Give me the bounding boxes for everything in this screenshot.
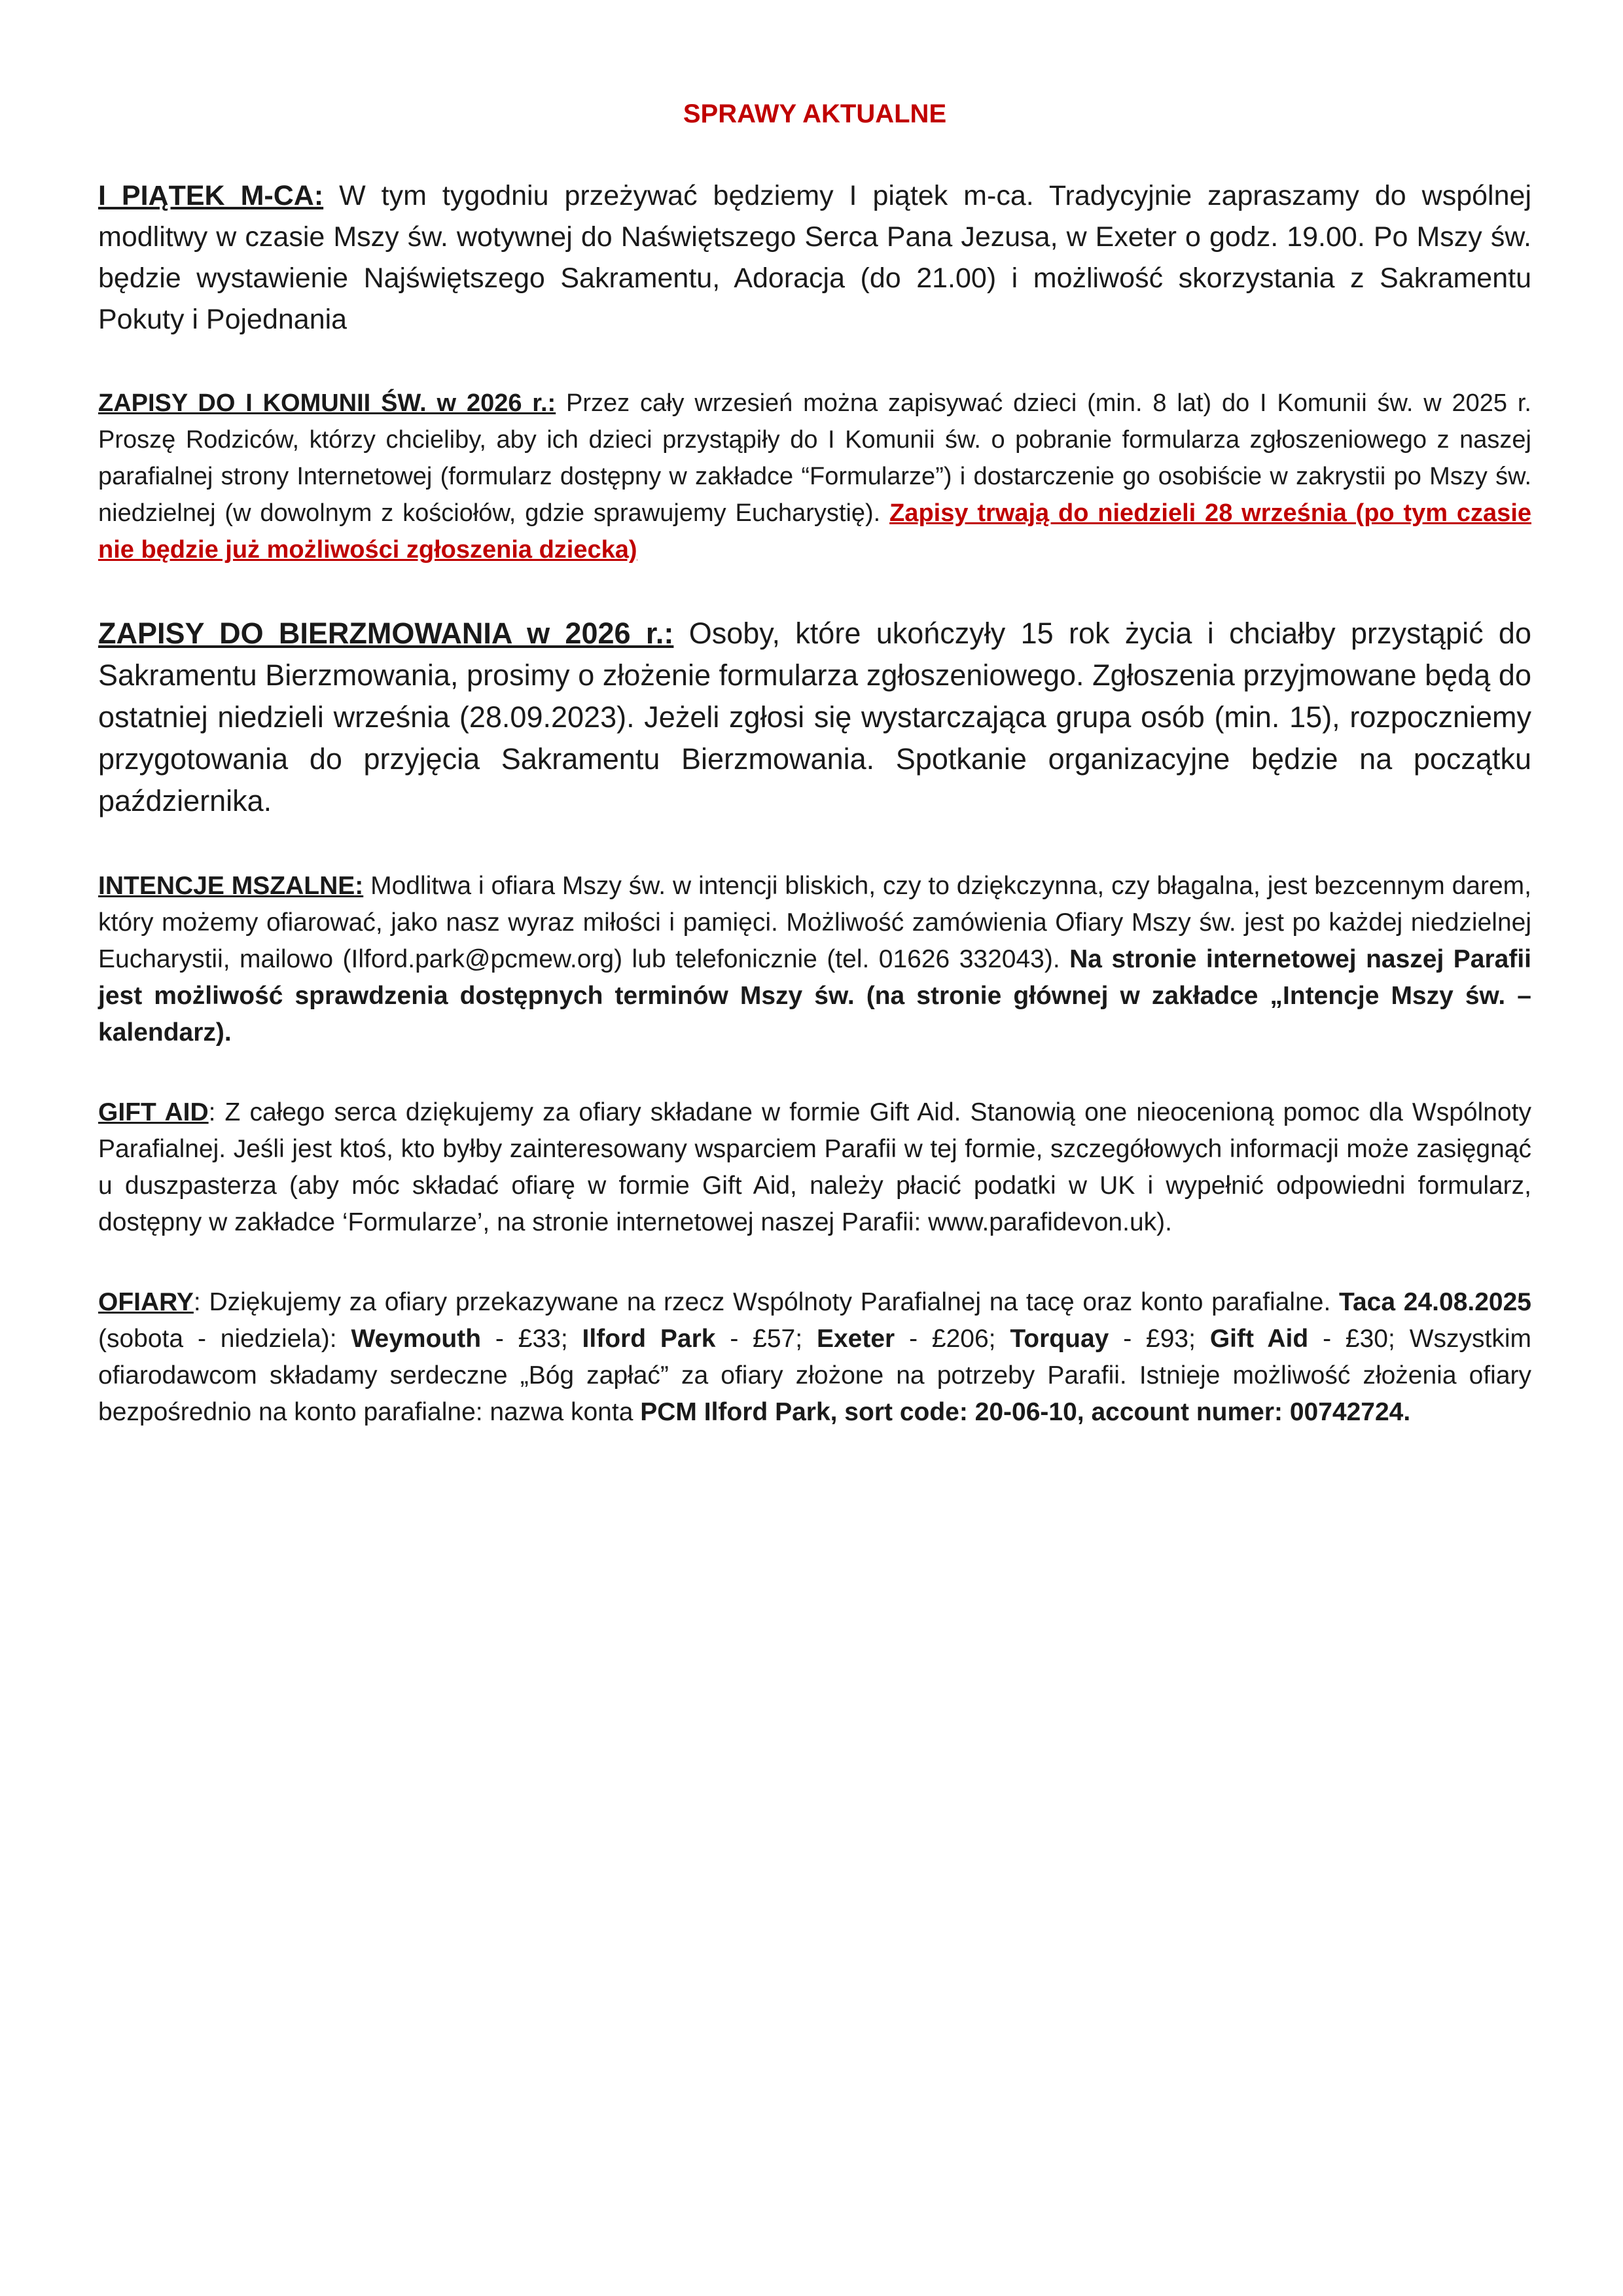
section-heading: GIFT AID [98, 1098, 209, 1126]
section-offerings [98, 1284, 1531, 1431]
section-gift-aid [98, 1094, 1531, 1241]
section-text: Osoby, które ukończyły 15 rok życia i chciałby przystąpić do Sakramentu Bierzmowania, prosimy o złożenie formularza zgłoszeniowego. Zgłoszenia przyjmowane będą do ostatniej niedzieli września (28.09.2023). Jeżeli zgłosi się wystarczająca grupa osób (min. 15), rozpoczniemy przygotowania do przyjęcia Sakramentu Bierzmowania. Spotkanie organizacyjne będzie na początku października. [98, 617, 1531, 817]
section-text: Przez cały wrzesień można zapisywać dzieci (min. 8 lat) do I Komunii św. w 2025 r. Proszę Rodziców, którzy chcieliby, aby ich dzieci przystąpiły do I Komunii św. o pobranie formularza zgłoszeniowego z naszej parafialnej strony Internetowej (formularz dostępny w zakładce “Formularze”) i dostarczenie go osobiście w zakrystii po Mszy św. niedzielnej (w dowolnym z kościołów, gdzie sprawujemy Eucharystię). [98, 389, 1531, 527]
ilford-amount: - £57; [715, 1325, 817, 1353]
section-heading: INTENCJE MSZALNE: [98, 872, 364, 900]
calendar-notice: Na stronie internetowej naszej Parafii jest możliwość sprawdzenia dostępnych terminów Mszy św. (na stronie głównej w zakładce „Intencje Mszy św. – kalendarz). [98, 945, 1531, 1047]
giftaid-label: Gift Aid [1209, 1325, 1309, 1353]
deadline-notice: Zapisy trwają do niedzieli 28 września (po tym czasie nie będzie już możliwości zgłoszenia dziecka) [98, 499, 1532, 564]
section-text: : Z całego serca dziękujemy za ofiary składane w formie Gift Aid. Stanowią one nieocenioną pomoc dla Wspólnoty Parafialnej. Jeśli jest ktoś, kto byłby zainteresowany wsparciem Parafii w tej formie, szczegółowych informacji może zasięgnąć u duszpasterza (aby móc składać ofiarę w formie Gift Aid, należy płacić podatki w UK i wypełnić odpowiedni formularz, dostępny w zakładce ‘Formularze’, na stronie internetowej naszej Parafii: www.parafidevon.uk). [98, 1098, 1531, 1236]
section-heading: ZAPISY DO I KOMUNII ŚW. w 2026 r.: [98, 389, 556, 417]
section-mass-intentions [98, 868, 1531, 1051]
section-heading: I PIĄTEK M-CA: [98, 180, 324, 211]
document-page [98, 98, 1531, 1431]
section-text: Modlitwa i ofiara Mszy św. w intencji bliskich, czy to dziękczynna, czy błagalna, jest bezcennym darem, który możemy ofiarować, jako nasz wyraz miłości i pamięci. Możliwość zamówienia Ofiary Mszy św. jest po każdej niedzielnej Eucharystii, mailowo (Ilford.park@pcmew.org) lub telefonicznie (tel. 01626 332043). [98, 872, 1531, 973]
section-heading: OFIARY [98, 1288, 194, 1316]
ilford-label: Ilford Park [582, 1325, 716, 1353]
section-first-communion [98, 385, 1531, 568]
torquay-label: Torquay [1010, 1325, 1109, 1353]
section-text: W tym tygodniu przeżywać będziemy I piątek m-ca. Tradycyjnie zapraszamy do wspólnej modlitwy w czasie Mszy św. wotywnej do Naświętszego Serca Pana Jezusa, w Exeter o godz. 19.00. Po Mszy św. będzie wystawienie Najświętszego Sakramentu, Adoracja (do 21.00) i możliwość skorzystania z Sakramentu Pokuty i Pojednania [98, 180, 1531, 335]
thanks-text: Wszystkim ofiarodawcom składamy serdeczne „Bóg zapłać” za ofiary złożone na potrzeby Parafii. Istnieje możliwość złożenia ofiary bezpośrednio na konto parafialne: nazwa konta [98, 1325, 1532, 1426]
section-text: : Dziękujemy za ofiary przekazywane na rzecz Wspólnoty Parafialnej na tacę oraz konto parafialne. [193, 1288, 1340, 1316]
torquay-amount: - £93; [1109, 1325, 1210, 1353]
account-details: PCM Ilford Park, sort code: 20-06-10, account numer: 00742724. [640, 1398, 1411, 1426]
giftaid-amount: - £30; [1308, 1325, 1395, 1353]
weymouth-amount: - £33; [481, 1325, 582, 1353]
exeter-amount: - £206; [895, 1325, 1010, 1353]
collection-range: (sobota - niedziela): [98, 1325, 351, 1353]
section-confirmation [98, 613, 1531, 822]
page-title: SPRAWY AKTUALNE [683, 99, 947, 128]
collection-date: Taca 24.08.2025 [1339, 1288, 1531, 1316]
section-heading: ZAPISY DO BIERZMOWANIA w 2026 r.: [98, 617, 674, 650]
weymouth-label: Weymouth [351, 1325, 482, 1353]
section-first-friday [98, 175, 1531, 340]
exeter-label: Exeter [816, 1325, 895, 1353]
